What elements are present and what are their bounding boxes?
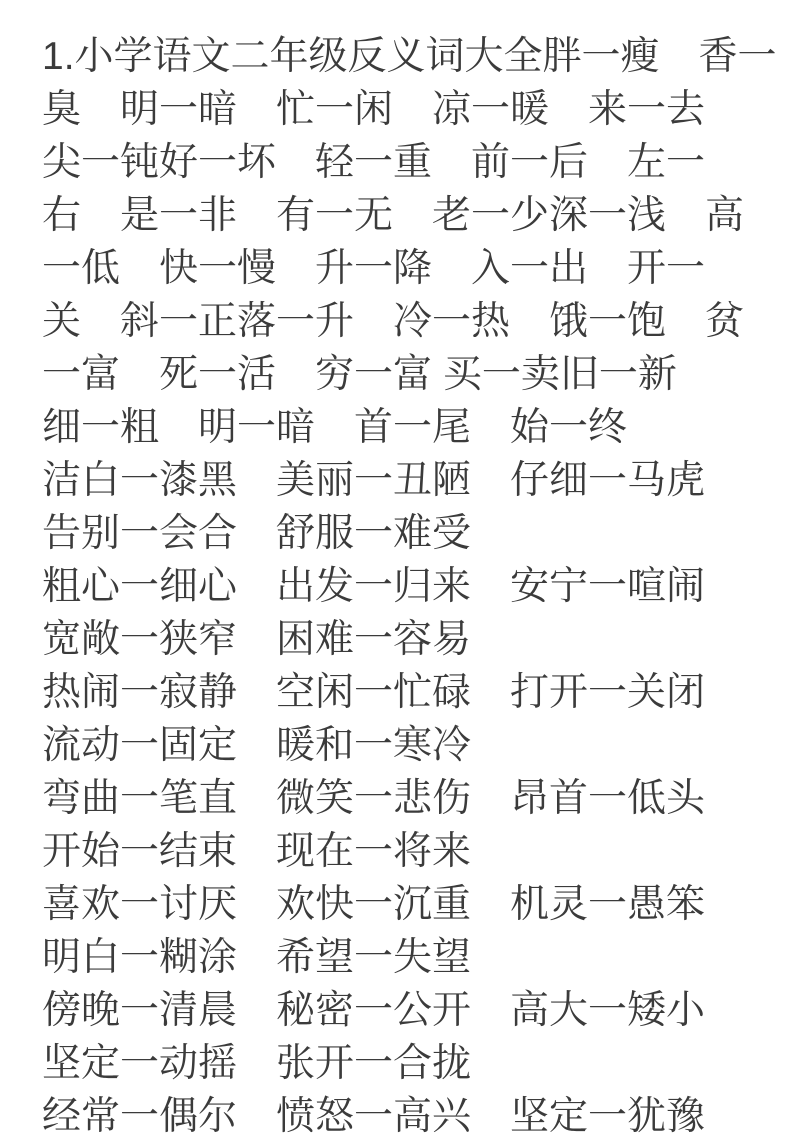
text-line: 一富 死一活 穷一富 买一卖旧一新 <box>42 353 677 396</box>
title-line: 1.小学语文二年级反义词大全胖一瘦 香一 <box>42 35 777 78</box>
text-line: 一低 快一慢 升一降 入一出 开一 <box>42 247 706 290</box>
antonym-pair-row: 洁白一漆黑 美丽一丑陋 仔细一马虎 <box>42 459 706 502</box>
antonym-pair-row: 弯曲一笔直 微笑一悲伤 昂首一低头 <box>42 777 706 820</box>
antonym-pair-row: 宽敞一狭窄 困难一容易 <box>42 618 472 661</box>
text-line: 细一粗 明一暗 首一尾 始一终 <box>42 406 628 449</box>
antonym-pair-row: 开始一结束 现在一将来 <box>42 830 472 873</box>
antonym-pair-row: 坚定一动摇 张开一合拢 <box>42 1042 472 1085</box>
text-line: 关 斜一正落一升 冷一热 饿一饱 贫 <box>42 300 745 343</box>
antonym-pair-row: 经常一偶尔 愤怒一高兴 坚定一犹豫 <box>42 1095 706 1138</box>
antonym-pair-row: 流动一固定 暖和一寒冷 <box>42 724 472 767</box>
text-line: 尖一钝好一坏 轻一重 前一后 左一 <box>42 141 706 184</box>
antonym-pair-row: 傍晚一清晨 秘密一公开 高大一矮小 <box>42 989 706 1032</box>
antonym-pair-row: 告别一会合 舒服一难受 <box>42 512 472 555</box>
text-line: 右 是一非 有一无 老一少深一浅 高 <box>42 194 745 237</box>
antonym-pair-row: 明白一糊涂 希望一失望 <box>42 936 472 979</box>
text-line: 臭 明一暗 忙一闲 凉一暖 来一去 <box>42 88 706 131</box>
antonym-pair-row: 热闹一寂静 空闲一忙碌 打开一关闭 <box>42 671 706 714</box>
antonym-pair-row: 喜欢一讨厌 欢快一沉重 机灵一愚笨 <box>42 883 706 926</box>
antonym-pair-row: 粗心一细心 出发一归来 安宁一喧闹 <box>42 565 706 608</box>
